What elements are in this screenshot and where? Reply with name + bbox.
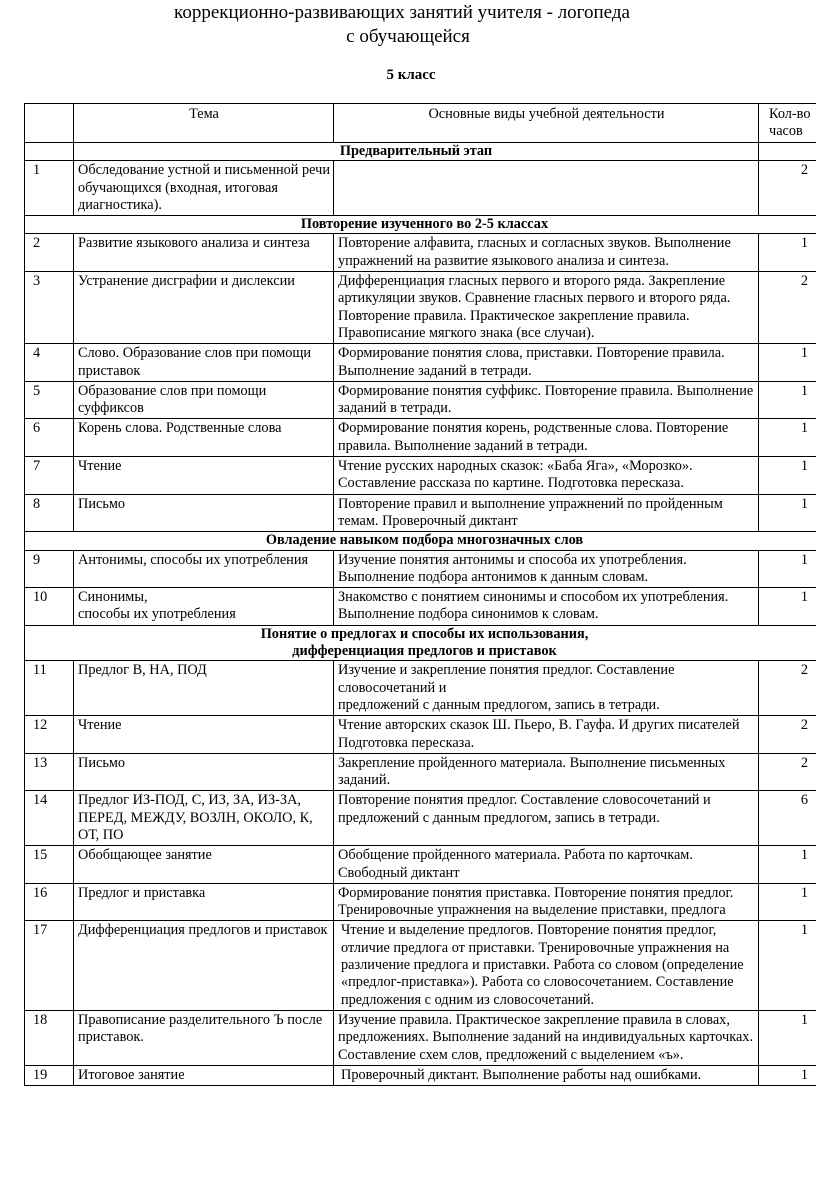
table-row [25, 381, 816, 419]
row-topic: Обобщающее занятие [74, 846, 334, 884]
row-hours: 1 [759, 921, 816, 1010]
row-activities-line: Изучение и закрепление понятия предлог. Составление словосочетаний и [338, 662, 675, 696]
section-title-line: Понятие о предлогах и способы их использования, [260, 625, 589, 642]
row-num: 8 [25, 494, 74, 532]
table-header-row [25, 104, 816, 143]
row-topic: Чтение [74, 716, 334, 754]
row-num: 19 [25, 1065, 74, 1085]
row-hours: 2 [759, 716, 816, 754]
row-num: 17 [25, 921, 74, 1010]
section-title: Повторение изученного во 2-5 классах [25, 216, 816, 234]
table-row [25, 883, 816, 921]
row-activities: Повторение понятия предлог. Составление словосочетаний и предложений с данным предлогом, запись в тетради. [334, 791, 759, 846]
header-hours [759, 104, 816, 143]
row-topic: Антонимы, способы их употребления [74, 550, 334, 588]
row-activities: Повторение алфавита, гласных и согласных звуков. Выполнение упражнений на развитие языкового анализа и синтеза. [334, 234, 759, 272]
header-num [25, 104, 74, 143]
row-activities: Чтение авторских сказок Ш. Пьеро, В. Гауфа. И других писателей Подготовка пересказа. [334, 716, 759, 754]
document-title: коррекционно-развивающих занятий учителя - логопеда [174, 2, 630, 23]
row-num: 2 [25, 234, 74, 272]
table-row [25, 1010, 816, 1065]
section-empty-cell [25, 143, 74, 161]
row-activities: Формирование понятия суффикс. Повторение правила. Выполнение заданий в тетради. [334, 381, 759, 419]
row-hours: 1 [759, 1010, 816, 1065]
row-activities: Формирование понятия приставка. Повторение понятия предлог. Тренировочные упражнения на выделение приставки, предлога [334, 883, 759, 921]
table-row [25, 457, 816, 495]
header-hours-line2: часов [769, 123, 803, 139]
row-topic: Развитие языкового анализа и синтеза [74, 234, 334, 272]
table-row [25, 550, 816, 588]
table-row [25, 419, 816, 457]
table-row [25, 716, 816, 754]
row-num: 3 [25, 272, 74, 344]
row-topic: Устранение дисграфии и дислексии [74, 272, 334, 344]
row-num: 14 [25, 791, 74, 846]
lesson-plan-table [24, 103, 816, 1086]
row-num: 12 [25, 716, 74, 754]
row-hours: 2 [759, 661, 816, 716]
header-hours-line1: Кол-во [769, 106, 811, 122]
row-topic: Дифференциация предлогов и приставок [74, 921, 334, 1010]
row-activities: Обобщение пройденного материала. Работа по карточкам. Свободный диктант [334, 846, 759, 884]
row-hours: 6 [759, 791, 816, 846]
row-num: 11 [25, 661, 74, 716]
table-row [25, 234, 816, 272]
row-num: 15 [25, 846, 74, 884]
row-hours: 1 [759, 457, 816, 495]
row-topic-line: Синонимы, [78, 589, 148, 606]
section-title: Овладение навыком подбора многозначных слов [25, 532, 816, 550]
row-activities: Чтение и выделение предлогов. Повторение понятия предлог, отличие предлога от приставки. Тренировочные упражнения на различение предлога и приставки. Работа со словом (определение «предлог-приставка»). Работа со словосочетанием. Составление предложения с одним из словосочетаний. [334, 921, 759, 1010]
row-num: 7 [25, 457, 74, 495]
row-topic: Слово. Образование слов при помощи приставок [74, 344, 334, 382]
row-num: 10 [25, 588, 74, 626]
row-hours: 1 [759, 588, 816, 626]
row-num: 1 [25, 161, 74, 216]
row-topic: Итоговое занятие [74, 1065, 334, 1085]
row-activities: Чтение русских народных сказок: «Баба Яга», «Морозко». Составление рассказа по картине. Подготовка пересказа. [334, 457, 759, 495]
row-activities: Изучение понятия антонимы и способа их употребления. Выполнение подбора антонимов к данным словам. [334, 550, 759, 588]
row-topic-line: способы их употребления [78, 606, 236, 623]
row-hours: 1 [759, 344, 816, 382]
row-hours: 1 [759, 381, 816, 419]
table-row [25, 1065, 816, 1085]
row-num: 9 [25, 550, 74, 588]
table-row [25, 588, 816, 626]
table-row [25, 344, 816, 382]
row-num: 16 [25, 883, 74, 921]
table-row [25, 791, 816, 846]
row-activities [334, 161, 759, 216]
row-topic: Письмо [74, 494, 334, 532]
row-topic: Корень слова. Родственные слова [74, 419, 334, 457]
table-row [25, 161, 816, 216]
table-row [25, 494, 816, 532]
row-num: 18 [25, 1010, 74, 1065]
row-topic: Обследование устной и письменной речи обучающихся (входная, итоговая диагностика). [74, 161, 334, 216]
row-activities [334, 661, 759, 716]
table-row [25, 846, 816, 884]
row-num: 6 [25, 419, 74, 457]
section-title: Предварительный этап [74, 143, 759, 161]
row-topic: Образование слов при помощи суффиксов [74, 381, 334, 419]
table-row [25, 921, 816, 1010]
section-title-line: дифференциация предлогов и приставок [292, 643, 557, 660]
row-num: 4 [25, 344, 74, 382]
table-row [25, 272, 816, 344]
row-activities: Изучение правила. Практическое закрепление правила в словах, предложениях. Выполнение заданий на индивидуальных карточках. Составление схем слов, предложений с выделением «ъ». [334, 1010, 759, 1065]
row-topic: Письмо [74, 753, 334, 791]
section-empty-cell [759, 143, 816, 161]
row-activities: Проверочный диктант. Выполнение работы над ошибками. [334, 1065, 759, 1085]
row-activities: Знакомство с понятием синонимы и способом их употребления. Выполнение подбора синонимов к словам. [334, 588, 759, 626]
row-hours: 1 [759, 234, 816, 272]
row-hours: 1 [759, 846, 816, 884]
row-activities: Закрепление пройденного материала. Выполнение письменных заданий. [334, 753, 759, 791]
row-hours: 1 [759, 494, 816, 532]
row-hours: 1 [759, 419, 816, 457]
row-topic: Предлог В, НА, ПОД [74, 661, 334, 716]
section-row [25, 625, 816, 661]
section-row [25, 216, 816, 234]
row-topic: Чтение [74, 457, 334, 495]
header-topic: Тема [74, 104, 334, 143]
document-subtitle: с обучающейся [346, 26, 470, 47]
table-row [25, 753, 816, 791]
row-hours: 1 [759, 883, 816, 921]
header-activities: Основные виды учебной деятельности [334, 104, 759, 143]
row-num: 5 [25, 381, 74, 419]
row-topic: Предлог ИЗ-ПОД, С, ИЗ, ЗА, ИЗ-ЗА, ПЕРЕД, МЕЖДУ, ВОЗЛН, ОКОЛО, К, ОТ, ПО [74, 791, 334, 846]
section-row [25, 532, 816, 550]
row-hours: 1 [759, 1065, 816, 1085]
row-topic [74, 588, 334, 626]
section-row [25, 143, 816, 161]
row-activities: Формирование понятия слова, приставки. Повторение правила. Выполнение заданий в тетради. [334, 344, 759, 382]
row-activities: Дифференциация гласных первого и второго ряда. Закрепление артикуляции звуков. Сравнение гласных первого и второго ряда. Повторение правила. Практическое закрепление правила. Правописание мягкого знака (все случаи). [334, 272, 759, 344]
row-topic: Предлог и приставка [74, 883, 334, 921]
row-hours: 2 [759, 272, 816, 344]
row-activities: Формирование понятия корень, родственные слова. Повторение правила. Выполнение заданий в тетради. [334, 419, 759, 457]
row-topic: Правописание разделительного Ъ после приставок. [74, 1010, 334, 1065]
row-hours: 2 [759, 753, 816, 791]
table-row [25, 661, 816, 716]
row-hours: 1 [759, 550, 816, 588]
section-title [25, 625, 816, 661]
row-activities: Повторение правил и выполнение упражнений по пройденным темам. Проверочный диктант [334, 494, 759, 532]
row-hours: 2 [759, 161, 816, 216]
grade-label: 5 класс [386, 67, 436, 83]
row-num: 13 [25, 753, 74, 791]
row-activities-line: предложений с данным предлогом, запись в тетради. [338, 696, 660, 713]
